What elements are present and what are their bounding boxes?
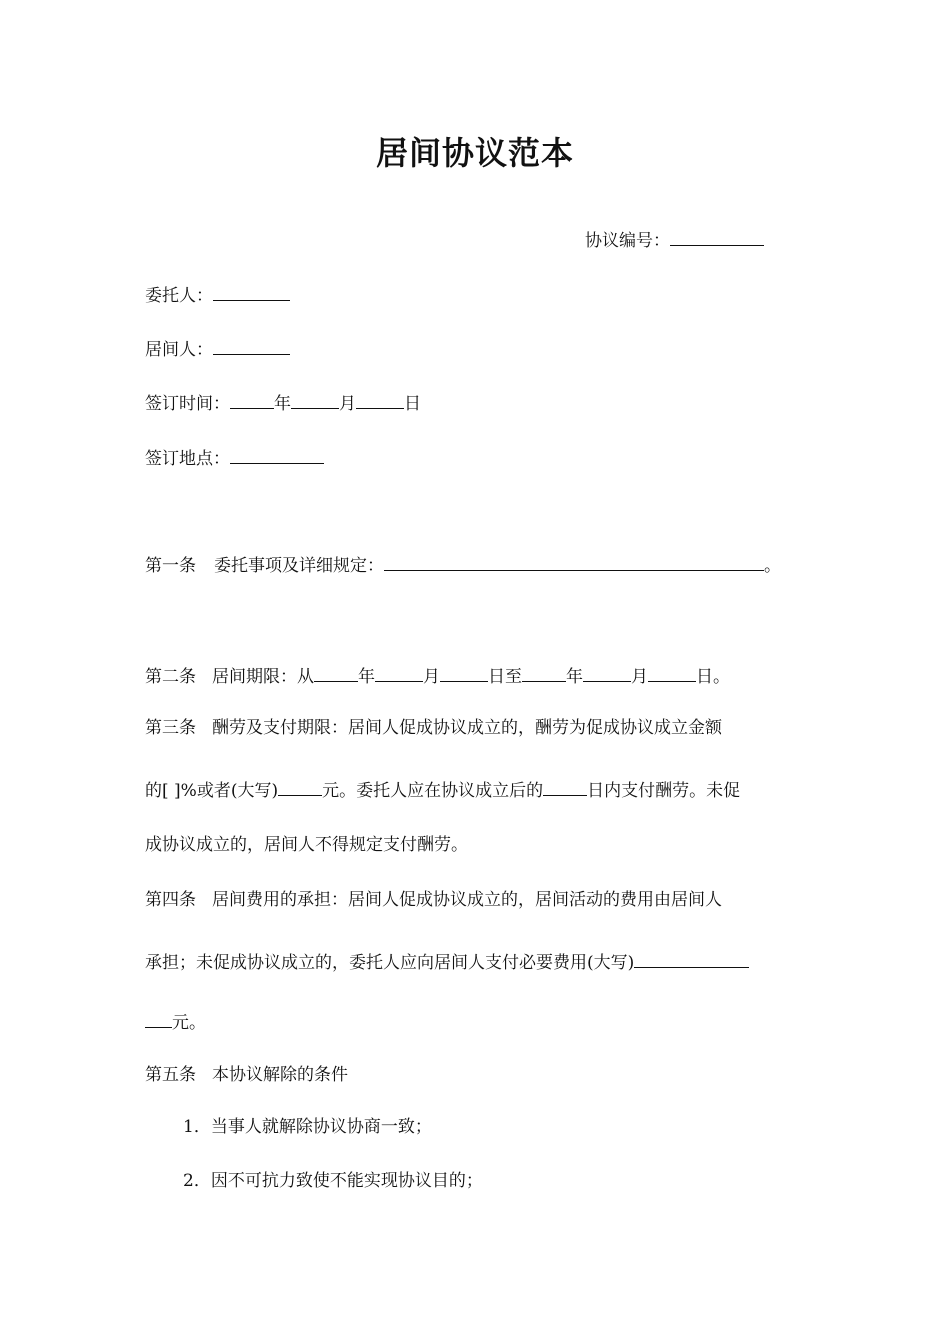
article-2-number: 第二条	[145, 667, 196, 687]
article-2-text: 居间期限：从	[212, 667, 314, 687]
end-year-blank[interactable]	[522, 664, 566, 682]
article-3-line-1	[145, 720, 722, 737]
year-label: 年	[274, 394, 291, 414]
article-4-text-3: 元。	[172, 1013, 206, 1033]
client-line	[145, 283, 290, 305]
article-1-text: 委托事项及详细规定：	[214, 556, 384, 576]
end-day-blank[interactable]	[648, 664, 696, 682]
article-3-number: 第三条	[145, 718, 196, 738]
article-1	[145, 553, 781, 575]
month-label: 月	[339, 394, 356, 414]
article-4-number: 第四条	[145, 890, 196, 910]
start-day-blank[interactable]	[440, 664, 488, 682]
fee-amount-blank[interactable]	[278, 778, 322, 796]
article-1-number: 第一条	[145, 556, 196, 576]
article-3-text-3: 成协议成立的，居间人不得规定支付酬劳。	[145, 835, 468, 855]
article-1-end: 。	[764, 556, 781, 576]
article-2-month-2: 月	[631, 667, 648, 687]
start-year-blank[interactable]	[314, 664, 358, 682]
article-4-line-3	[145, 1010, 206, 1032]
article-3-line-3	[145, 837, 468, 854]
article-4-line-1	[145, 892, 722, 909]
sign-time-label: 签订时间：	[145, 394, 230, 414]
expense-amount-blank[interactable]	[634, 950, 749, 968]
agreement-number-label: 协议编号：	[585, 231, 670, 251]
article-3-text-1: 酬劳及支付期限：居间人促成协议成立的，酬劳为促成协议成立金额	[212, 718, 722, 738]
day-label: 日	[404, 394, 421, 414]
article-3-text-2b: 元。委托人应在协议成立后的	[322, 781, 544, 801]
intermediary-line	[145, 337, 290, 359]
end-month-blank[interactable]	[583, 664, 631, 682]
sign-time-line	[145, 391, 421, 413]
article-1-blank[interactable]	[384, 553, 764, 571]
article-3-text-2a: 的[ ]%或者(大写)	[145, 781, 279, 801]
article-2	[145, 664, 730, 686]
article-4-text-1: 居间费用的承担：居间人促成协议成立的，居间活动的费用由居间人	[212, 890, 722, 910]
sign-day-blank[interactable]	[356, 391, 404, 409]
article-2-end: 日。	[696, 667, 730, 687]
article-5-number: 第五条	[145, 1065, 196, 1085]
sign-year-blank[interactable]	[230, 391, 274, 409]
sign-month-blank[interactable]	[291, 391, 339, 409]
article-4-text-2: 承担；未促成协议成立的，委托人应向居间人支付必要费用(大写)	[145, 953, 635, 973]
article-2-year-2: 年	[566, 667, 583, 687]
agreement-number-blank[interactable]	[670, 228, 764, 246]
article-3-line-2	[145, 778, 740, 800]
document-title: 居间协议范本	[375, 134, 574, 172]
sign-place-blank[interactable]	[230, 446, 324, 464]
article-5-item-2: 2．因不可抗力致使不能实现协议目的；	[183, 1171, 483, 1191]
article-4-line-2	[145, 950, 749, 972]
article-5-item-1: 1．当事人就解除协议协商一致；	[183, 1117, 432, 1137]
sign-place-line	[145, 446, 324, 468]
client-blank[interactable]	[213, 283, 290, 301]
article-5	[145, 1067, 348, 1084]
sign-place-label: 签订地点：	[145, 449, 230, 469]
intermediary-blank[interactable]	[213, 337, 290, 355]
article-2-month: 月	[423, 667, 440, 687]
payment-days-blank[interactable]	[543, 778, 587, 796]
client-label: 委托人：	[145, 286, 213, 306]
article-2-year: 年	[358, 667, 375, 687]
start-month-blank[interactable]	[375, 664, 423, 682]
agreement-number-line	[585, 228, 764, 250]
intermediary-label: 居间人：	[145, 340, 213, 360]
article-5-text: 本协议解除的条件	[212, 1065, 348, 1085]
expense-amount-blank-cont[interactable]	[145, 1010, 172, 1028]
article-3-text-2c: 日内支付酬劳。未促	[587, 781, 741, 801]
article-2-to: 日至	[488, 667, 522, 687]
